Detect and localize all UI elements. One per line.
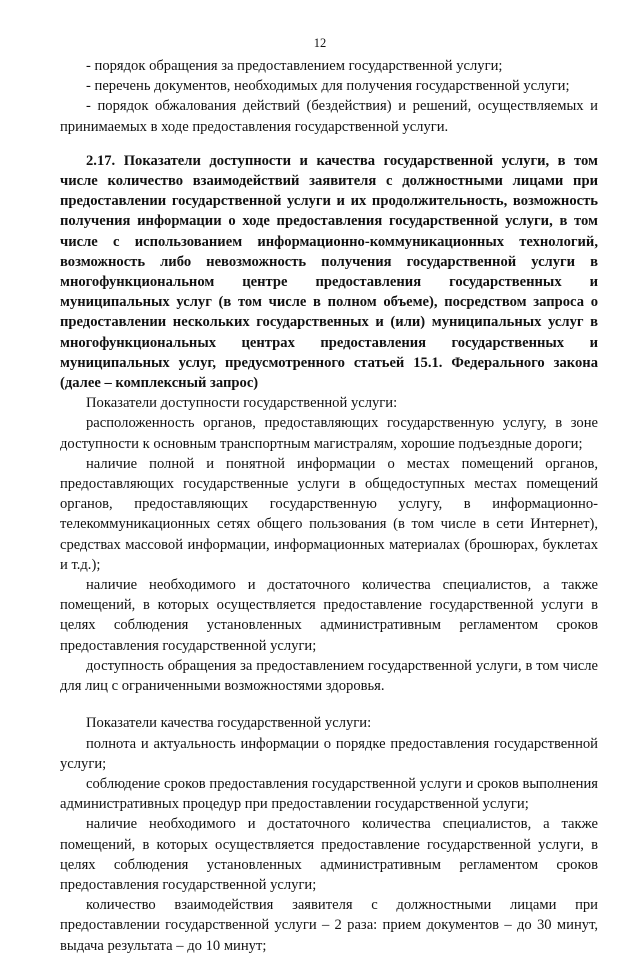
accessibility-title: Показатели доступности государственной услуги: bbox=[86, 395, 398, 412]
accessibility-item: наличие необходимого и достаточного количества специалистов, а также помещений, в которых осуществляется предоставление государственной услуги в целях соблюдения установленных административным регламентом сроков предоставления государственной услуги; bbox=[60, 577, 598, 654]
quality-item: соблюдение сроков предоставления государственной услуги и сроков выполнения административных процедур при предоставлении государственной услуги; bbox=[60, 775, 598, 813]
accessibility-section bbox=[60, 393, 598, 696]
quality-item: полнота и актуальность информации о порядке предоставления государственной услуги; bbox=[60, 735, 598, 772]
accessibility-item: наличие полной и понятной информации о местах помещений органов, предоставляющих государственные услуги в общедоступных местах помещений органов, предоставляющих государственную услугу, в информационно-телекоммуникационных сетях общего пользования (в том числе в сети Интернет), средствах массовой информации, информационных материалах (брошюрах, буклетах и т.д.); bbox=[60, 455, 598, 573]
page-number: 12 bbox=[313, 36, 327, 50]
quality-title: Показатели качества государственной услуги: bbox=[86, 715, 372, 732]
intro-item: - порядок обращения за предоставлением государственной услуги; bbox=[86, 58, 503, 74]
quality-item: количество взаимодействия заявителя с должностными лицами при предоставлении государственной услуги – 2 раза: прием документов – до 30 минут, выдача результата – до 10 минут; bbox=[60, 897, 598, 954]
intro-list bbox=[60, 56, 598, 137]
intro-item: - порядок обжалования действий (бездействия) и решений, осуществляемых и принимаемых в ходе предоставления государственной услуги. bbox=[60, 98, 598, 135]
accessibility-item: доступность обращения за предоставлением государственной услуги, в том числе для лиц с ограниченными возможностями здоровья. bbox=[60, 657, 598, 695]
quality-section bbox=[60, 713, 598, 955]
quality-item: наличие необходимого и достаточного количества специалистов, а также помещений, в которых осуществляется предоставление государственной услуги, в целях соблюдения установленных административным регламентом сроков предоставления государственной услуги; bbox=[60, 816, 598, 893]
section-spacer bbox=[60, 696, 598, 713]
intro-item: - перечень документов, необходимых для получения государственной услуги; bbox=[86, 78, 570, 95]
accessibility-item: расположенность органов, предоставляющих государственную услугу, в зоне доступности к основным транспортным магистралям, хорошие подъездные дороги; bbox=[60, 415, 598, 452]
section-heading: 2.17. Показатели доступности и качества государственной услуги, в том числе количество взаимодействий заявителя с должностными лицами при предоставлении государственной услуги и их продолжительность, возможность получения информации о ходе предоставления государственной услуги, в том числе с использованием информационно-коммуникационных технологий, возможность либо невозможность получения государственной услуги в многофункциональном центре предоставления государственных и муниципальных услуг (в том числе в полном объеме), посредством запроса о предоставлении нескольких государственных и (или) муниципальных услуг в многофункциональных центрах предоставления государственных и муниципальных услуг, предусмотренного статьей 15.1. Федерального закона (далее – комплексный запрос) bbox=[60, 152, 598, 392]
document-page bbox=[60, 36, 598, 956]
